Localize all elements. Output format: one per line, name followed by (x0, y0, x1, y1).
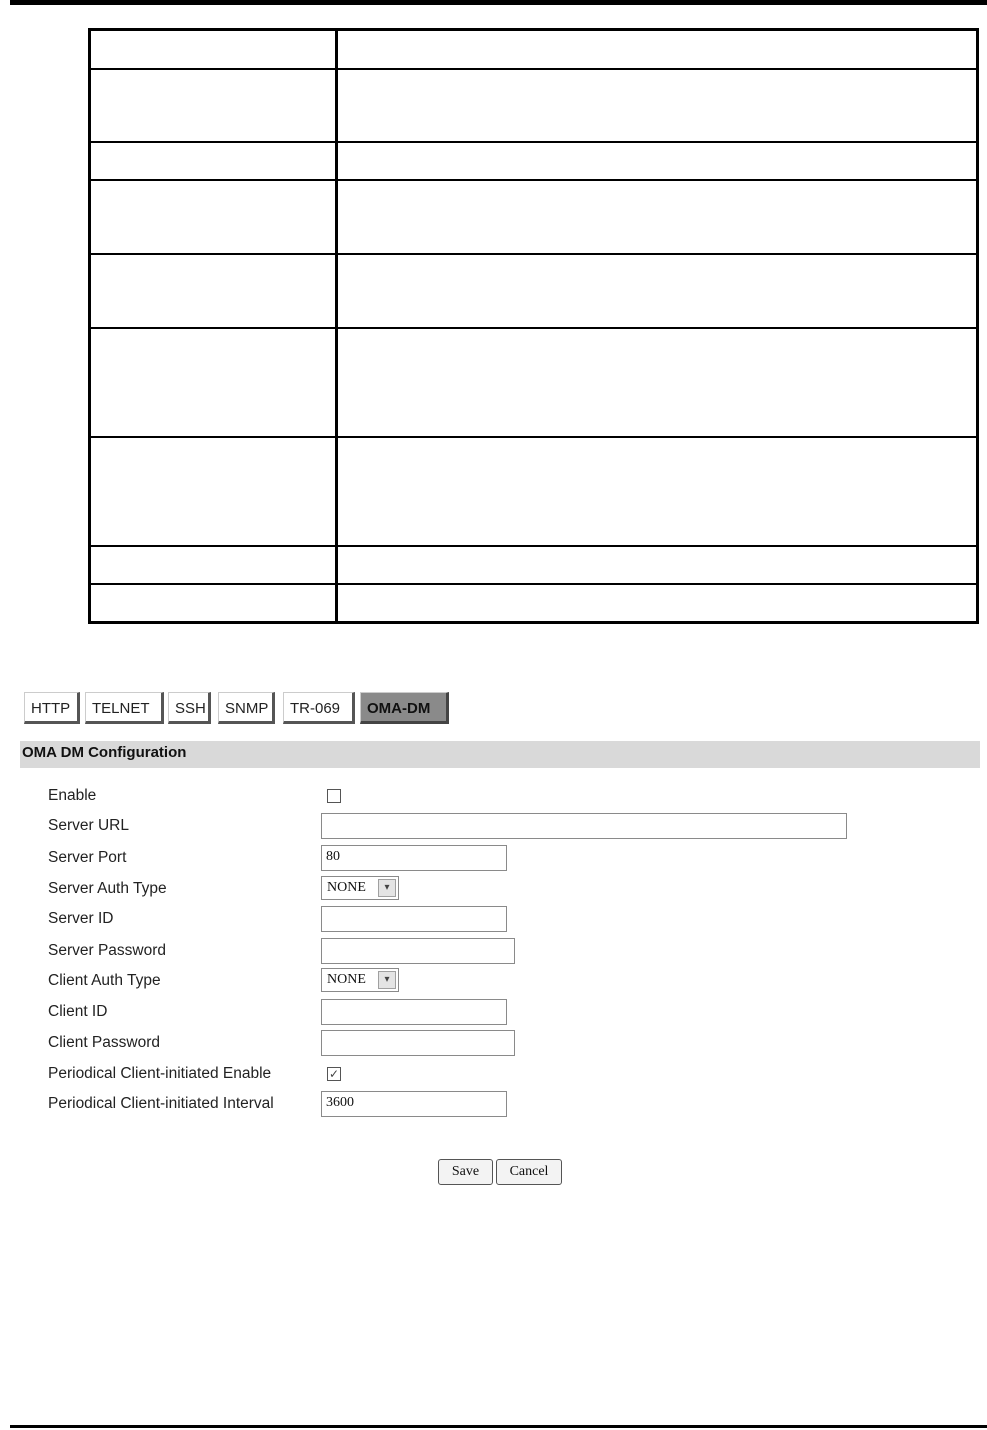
server-id-label: Server ID (48, 910, 114, 927)
enable-checkbox[interactable] (327, 789, 341, 803)
tab-telnet[interactable]: TELNET (85, 692, 164, 724)
server-password-label: Server Password (48, 942, 167, 959)
periodical-enable-checkbox[interactable] (327, 1067, 341, 1081)
section-title: OMA DM Configuration (20, 741, 980, 768)
checkmark-icon: ✓ (328, 1067, 340, 1081)
server-url-input[interactable] (321, 813, 847, 839)
server-id-row (0, 905, 987, 933)
cancel-button[interactable]: Cancel (496, 1159, 562, 1185)
server-url-row (0, 812, 987, 840)
server-password-row (0, 937, 987, 965)
table-row-divider (91, 179, 976, 181)
table-row-divider (91, 68, 976, 70)
save-button[interactable]: Save (438, 1159, 493, 1185)
client-password-label: Client Password (48, 1034, 160, 1051)
top-rule (10, 0, 987, 5)
client-password-input[interactable] (321, 1030, 515, 1056)
periodical-enable-label: Periodical Client-initiated Enable (48, 1065, 272, 1082)
server-port-input[interactable]: 80 (321, 845, 507, 871)
tab-snmp[interactable]: SNMP (218, 692, 275, 724)
client-auth-type-label: Client Auth Type (48, 972, 161, 989)
client-auth-type-select[interactable] (321, 968, 399, 992)
client-id-input[interactable] (321, 999, 507, 1025)
enable-row (0, 782, 987, 810)
table-row-divider (91, 327, 976, 329)
tab-tr-069[interactable]: TR-069 (283, 692, 355, 724)
client-id-row (0, 998, 987, 1026)
document-table (88, 28, 979, 624)
table-row-divider (91, 141, 976, 143)
client-password-row (0, 1029, 987, 1057)
bottom-rule (10, 1425, 987, 1428)
tab-http[interactable]: HTTP (24, 692, 80, 724)
chevron-down-icon: ▾ (378, 971, 396, 989)
table-row-divider (91, 253, 976, 255)
table-row-divider (91, 583, 976, 585)
server-port-label: Server Port (48, 849, 127, 866)
periodical-interval-label: Periodical Client-initiated Interval (48, 1095, 274, 1112)
table-row-divider (91, 545, 976, 547)
enable-label: Enable (48, 787, 97, 804)
periodical-enable-row (0, 1060, 987, 1088)
client-id-label: Client ID (48, 1003, 108, 1020)
server-auth-type-label: Server Auth Type (48, 880, 167, 897)
server-url-label: Server URL (48, 817, 129, 834)
server-port-row (0, 844, 987, 872)
client-auth-type-value: NONE (327, 972, 366, 987)
table-row-divider (91, 436, 976, 438)
chevron-down-icon: ▾ (378, 879, 396, 897)
server-auth-type-select[interactable] (321, 876, 399, 900)
tab-ssh[interactable]: SSH (168, 692, 211, 724)
tab-oma-dm[interactable]: OMA-DM (360, 692, 449, 724)
periodical-interval-row (0, 1090, 987, 1118)
server-id-input[interactable] (321, 906, 507, 932)
server-auth-type-row (0, 875, 987, 903)
server-auth-type-value: NONE (327, 880, 366, 895)
server-password-input[interactable] (321, 938, 515, 964)
table-column-divider (335, 31, 338, 621)
client-auth-type-row (0, 967, 987, 995)
periodical-interval-input[interactable]: 3600 (321, 1091, 507, 1117)
